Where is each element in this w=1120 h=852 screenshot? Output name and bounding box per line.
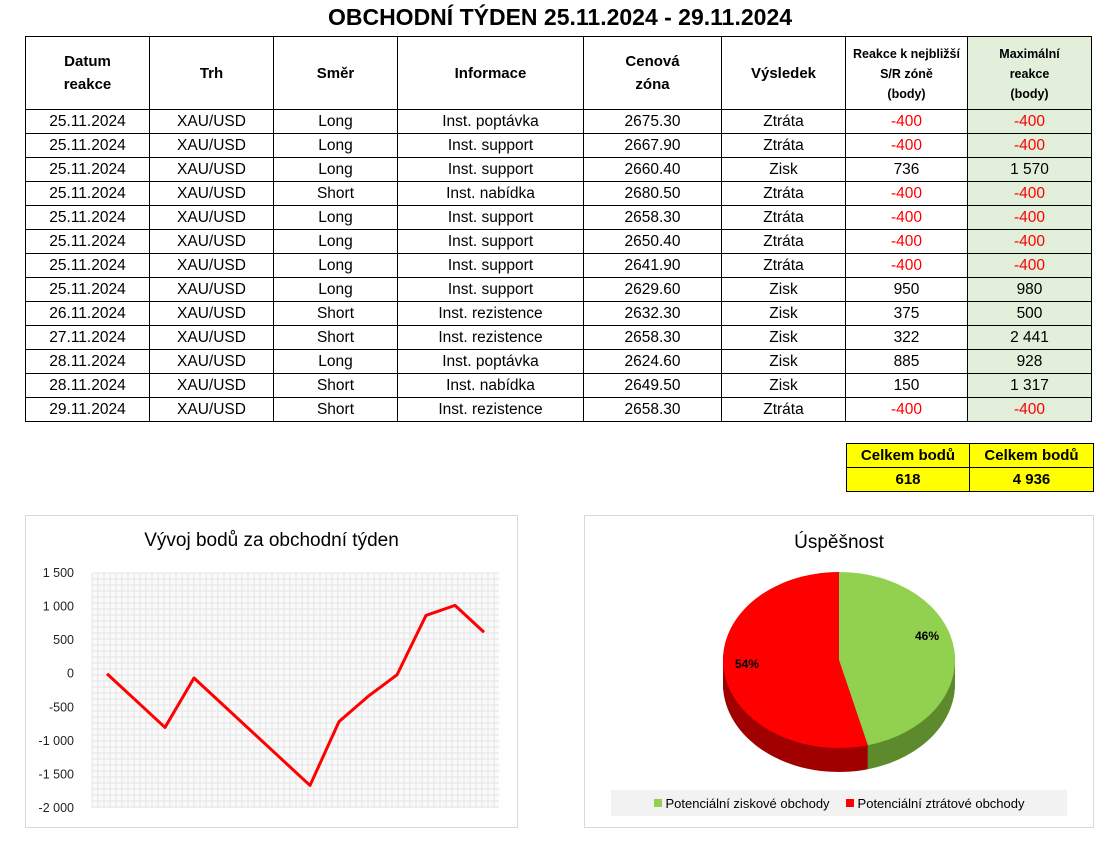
cell-direction: Short	[274, 182, 398, 206]
cell-max: -400	[968, 134, 1092, 158]
cell-reaction: -400	[846, 110, 968, 134]
cell-result: Ztráta	[722, 206, 846, 230]
cell-market: XAU/USD	[150, 326, 274, 350]
total-max-label: Celkem bodů	[970, 444, 1094, 468]
cell-date: 28.11.2024	[26, 374, 150, 398]
cell-result: Ztráta	[722, 398, 846, 422]
table-row	[26, 374, 1092, 398]
cell-price: 2632.30	[584, 302, 722, 326]
cell-info: Inst. poptávka	[398, 350, 584, 374]
cell-reaction: 375	[846, 302, 968, 326]
cell-result: Zisk	[722, 374, 846, 398]
table-row	[26, 254, 1092, 278]
y-tick-label: -1 500	[38, 767, 74, 782]
cell-market: XAU/USD	[150, 182, 274, 206]
trades-body	[26, 110, 1092, 422]
line-chart-title: Vývoj bodů za obchodní týden	[144, 530, 399, 551]
y-tick-label: 500	[53, 633, 74, 648]
cell-info: Inst. nabídka	[398, 374, 584, 398]
table-row	[26, 230, 1092, 254]
cell-direction: Long	[274, 230, 398, 254]
cell-reaction: 885	[846, 350, 968, 374]
table-header-row	[26, 37, 1092, 110]
total-max-value: 4 936	[970, 468, 1094, 492]
table-row	[26, 350, 1092, 374]
cell-reaction: -400	[846, 398, 968, 422]
cell-info: Inst. poptávka	[398, 110, 584, 134]
table-row	[26, 302, 1092, 326]
cell-price: 2629.60	[584, 278, 722, 302]
cell-price: 2667.90	[584, 134, 722, 158]
cell-info: Inst. nabídka	[398, 182, 584, 206]
y-tick-label: -500	[48, 700, 74, 715]
pie-data-label: 46%	[914, 629, 940, 643]
cell-market: XAU/USD	[150, 374, 274, 398]
cell-max: -400	[968, 398, 1092, 422]
line-chart-plot	[26, 516, 517, 827]
cell-result: Zisk	[722, 326, 846, 350]
header-date: Datum reakce	[26, 37, 150, 110]
cell-info: Inst. support	[398, 230, 584, 254]
cell-price: 2649.50	[584, 374, 722, 398]
cell-reaction: 950	[846, 278, 968, 302]
y-tick-label: 1 000	[42, 599, 74, 614]
cell-direction: Long	[274, 158, 398, 182]
cell-date: 28.11.2024	[26, 350, 150, 374]
total-reaction-value: 618	[847, 468, 970, 492]
cell-max: -400	[968, 206, 1092, 230]
cell-price: 2624.60	[584, 350, 722, 374]
table-row	[26, 398, 1092, 422]
legend-swatch-red	[846, 799, 854, 807]
cell-max: -400	[968, 110, 1092, 134]
cell-date: 29.11.2024	[26, 398, 150, 422]
cell-market: XAU/USD	[150, 278, 274, 302]
cell-date: 25.11.2024	[26, 182, 150, 206]
cell-reaction: 736	[846, 158, 968, 182]
y-tick-label: 0	[67, 666, 74, 681]
pie-legend	[611, 790, 1067, 816]
header-info: Informace	[398, 37, 584, 110]
cell-direction: Short	[274, 398, 398, 422]
y-tick-label: -1 000	[38, 733, 74, 748]
cell-date: 26.11.2024	[26, 302, 150, 326]
cell-date: 25.11.2024	[26, 134, 150, 158]
cell-market: XAU/USD	[150, 206, 274, 230]
table-row	[26, 206, 1092, 230]
cell-info: Inst. rezistence	[398, 398, 584, 422]
legend-item-profit	[654, 796, 830, 811]
cell-market: XAU/USD	[150, 158, 274, 182]
legend-item-loss	[846, 796, 1025, 811]
cell-direction: Long	[274, 134, 398, 158]
cell-result: Ztráta	[722, 182, 846, 206]
cell-market: XAU/USD	[150, 254, 274, 278]
header-max: Maximální reakce (body)	[968, 37, 1092, 110]
cell-info: Inst. support	[398, 278, 584, 302]
cell-max: -400	[968, 230, 1092, 254]
cell-price: 2658.30	[584, 326, 722, 350]
line-chart	[25, 515, 518, 828]
cell-info: Inst. rezistence	[398, 302, 584, 326]
header-price: Cenová zóna	[584, 37, 722, 110]
cell-max: 1 317	[968, 374, 1092, 398]
pie-chart-plot	[585, 516, 1093, 827]
cell-info: Inst. support	[398, 134, 584, 158]
cell-market: XAU/USD	[150, 110, 274, 134]
cell-result: Ztráta	[722, 254, 846, 278]
cell-result: Zisk	[722, 350, 846, 374]
table-row	[26, 182, 1092, 206]
cell-direction: Long	[274, 350, 398, 374]
totals-table	[846, 443, 1094, 492]
table-row	[26, 110, 1092, 134]
pie-chart-title: Úspěšnost	[794, 532, 884, 553]
cell-reaction: 150	[846, 374, 968, 398]
cell-date: 27.11.2024	[26, 326, 150, 350]
cell-max: 1 570	[968, 158, 1092, 182]
legend-swatch-green	[654, 799, 662, 807]
cell-price: 2641.90	[584, 254, 722, 278]
cell-market: XAU/USD	[150, 230, 274, 254]
cell-direction: Short	[274, 326, 398, 350]
cell-direction: Long	[274, 206, 398, 230]
cell-market: XAU/USD	[150, 398, 274, 422]
total-reaction-label: Celkem bodů	[847, 444, 970, 468]
cell-price: 2660.40	[584, 158, 722, 182]
cell-result: Zisk	[722, 302, 846, 326]
cell-max: -400	[968, 254, 1092, 278]
cell-market: XAU/USD	[150, 302, 274, 326]
cell-direction: Long	[274, 278, 398, 302]
cell-reaction: 322	[846, 326, 968, 350]
cell-date: 25.11.2024	[26, 278, 150, 302]
cell-date: 25.11.2024	[26, 230, 150, 254]
cell-reaction: -400	[846, 134, 968, 158]
cell-direction: Long	[274, 254, 398, 278]
cell-result: Zisk	[722, 278, 846, 302]
cell-info: Inst. support	[398, 206, 584, 230]
cell-max: 980	[968, 278, 1092, 302]
cell-info: Inst. rezistence	[398, 326, 584, 350]
header-direction: Směr	[274, 37, 398, 110]
cell-max: 500	[968, 302, 1092, 326]
cell-price: 2658.30	[584, 206, 722, 230]
cell-market: XAU/USD	[150, 350, 274, 374]
legend-label-loss: Potenciální ztrátové obchody	[857, 795, 1025, 811]
table-row	[26, 158, 1092, 182]
table-row	[26, 278, 1092, 302]
cell-direction: Long	[274, 110, 398, 134]
cell-result: Ztráta	[722, 134, 846, 158]
cell-reaction: -400	[846, 254, 968, 278]
cell-date: 25.11.2024	[26, 254, 150, 278]
cell-price: 2675.30	[584, 110, 722, 134]
cell-direction: Short	[274, 302, 398, 326]
y-tick-label: -2 000	[38, 801, 74, 815]
cell-max: 2 441	[968, 326, 1092, 350]
page-title: OBCHODNÍ TÝDEN 25.11.2024 - 29.11.2024	[327, 4, 793, 30]
table-row	[26, 326, 1092, 350]
legend-label-profit: Potenciální ziskové obchody	[665, 795, 830, 811]
cell-max: -400	[968, 182, 1092, 206]
cell-info: Inst. support	[398, 158, 584, 182]
cell-reaction: -400	[846, 206, 968, 230]
cell-date: 25.11.2024	[26, 110, 150, 134]
cell-price: 2658.30	[584, 398, 722, 422]
cell-result: Ztráta	[722, 230, 846, 254]
cell-direction: Short	[274, 374, 398, 398]
header-reaction: Reakce k nejbližší S/R zóně (body)	[846, 37, 968, 110]
cell-reaction: -400	[846, 182, 968, 206]
y-tick-label: 1 500	[42, 566, 74, 580]
cell-date: 25.11.2024	[26, 206, 150, 230]
trades-table	[25, 36, 1092, 422]
cell-reaction: -400	[846, 230, 968, 254]
pie-data-label: 54%	[734, 657, 760, 671]
cell-date: 25.11.2024	[26, 158, 150, 182]
header-result: Výsledek	[722, 37, 846, 110]
cell-max: 928	[968, 350, 1092, 374]
cell-price: 2650.40	[584, 230, 722, 254]
pie-chart	[584, 515, 1094, 828]
cell-market: XAU/USD	[150, 134, 274, 158]
cell-result: Ztráta	[722, 110, 846, 134]
cell-info: Inst. support	[398, 254, 584, 278]
header-market: Trh	[150, 37, 274, 110]
cell-result: Zisk	[722, 158, 846, 182]
table-row	[26, 134, 1092, 158]
cell-price: 2680.50	[584, 182, 722, 206]
